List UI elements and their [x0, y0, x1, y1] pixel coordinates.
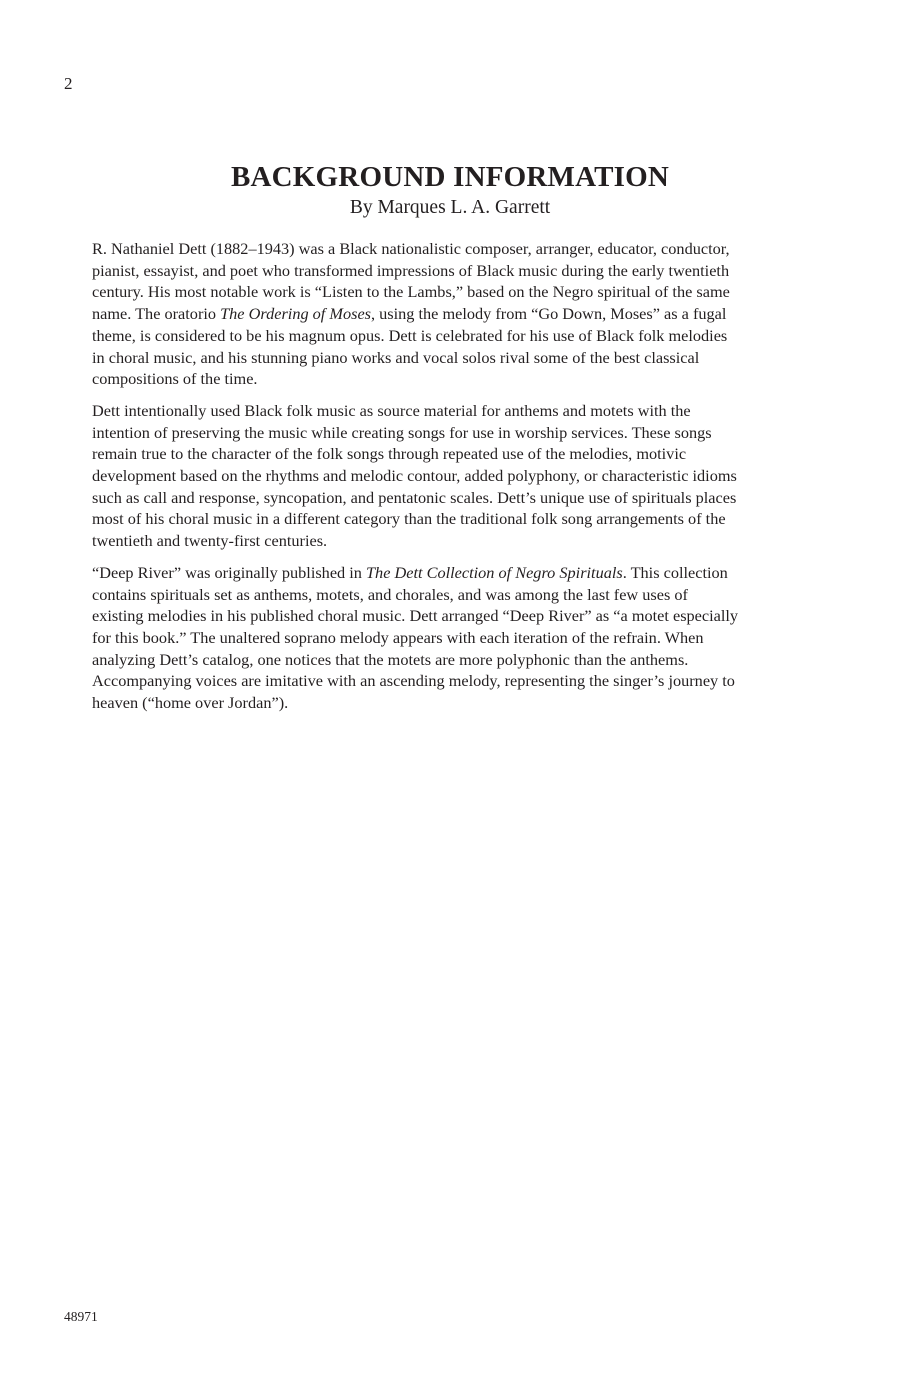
text-line: heaven (“home over Jordan”).	[92, 693, 289, 713]
text-line: existing melodies in his published choral music. Dett arranged “Deep River” as “a motet especially	[92, 606, 739, 626]
text-line: R. Nathaniel Dett (1882–1943) was a Black nationalistic composer, arranger, educator, conductor,	[92, 239, 730, 258]
text-line: compositions of the time.	[92, 369, 258, 389]
text-line	[92, 303, 820, 325]
italic-title: The Ordering of Moses	[220, 304, 372, 324]
italic-title: The Dett Collection of Negro Spirituals	[366, 562, 623, 582]
paragraph	[92, 238, 820, 390]
text-segment: , using the melody from “Go Down, Moses” as a fugal	[371, 304, 727, 324]
text-line: remain true to the character of the folk songs through repeated use of the melodies, motivic	[92, 444, 687, 464]
text-segment: name. The oratorio	[92, 304, 221, 324]
text-line: in choral music, and his stunning piano works and vocal solos rival some of the best classical	[92, 347, 700, 367]
text-line: for this book.” The unaltered soprano melody appears with each iteration of the refrain. When	[92, 627, 704, 647]
text-line: development based on the rhythms and melodic contour, added polyphony, or characteristic idioms	[92, 466, 737, 486]
text-line: such as call and response, syncopation, and pentatonic scales. Dett’s unique use of spirituals places	[92, 487, 737, 507]
text-line: most of his choral music in a different category than the traditional folk song arrangements of the	[92, 509, 726, 529]
text-line: pianist, essayist, and poet who transformed impressions of Black music during the early twentieth	[92, 260, 730, 280]
text-line: Dett intentionally used Black folk music as source material for anthems and motets with the	[92, 400, 691, 420]
footer-code: 48971	[64, 1309, 98, 1324]
body-text	[92, 238, 820, 724]
text-segment: “Deep River” was originally published in	[92, 562, 366, 582]
paragraph	[92, 562, 820, 714]
page-title: BACKGROUND INFORMATION	[230, 161, 670, 193]
text-line: analyzing Dett’s catalog, one notices that the motets are more polyphonic than the anthems.	[92, 649, 689, 669]
text-line: Accompanying voices are imitative with an ascending melody, representing the singer’s journey to	[92, 671, 735, 691]
text-line: intention of preserving the music while creating songs for use in worship services. These songs	[92, 422, 712, 442]
text-line	[92, 562, 820, 584]
text-line: twentieth and twenty-first centuries.	[92, 531, 328, 551]
text-line: century. His most notable work is “Listen to the Lambs,” based on the Negro spiritual of the same	[92, 282, 730, 302]
text-segment: . This collection	[622, 562, 728, 582]
text-line: theme, is considered to be his magnum opus. Dett is celebrated for his use of Black folk melodies	[92, 325, 728, 345]
paragraph	[92, 400, 820, 552]
text-line: contains spirituals set as anthems, motets, and chorales, and was among the last few uses of	[92, 584, 688, 604]
page-number: 2	[64, 74, 73, 93]
byline: By Marques L. A. Garrett	[349, 197, 551, 218]
